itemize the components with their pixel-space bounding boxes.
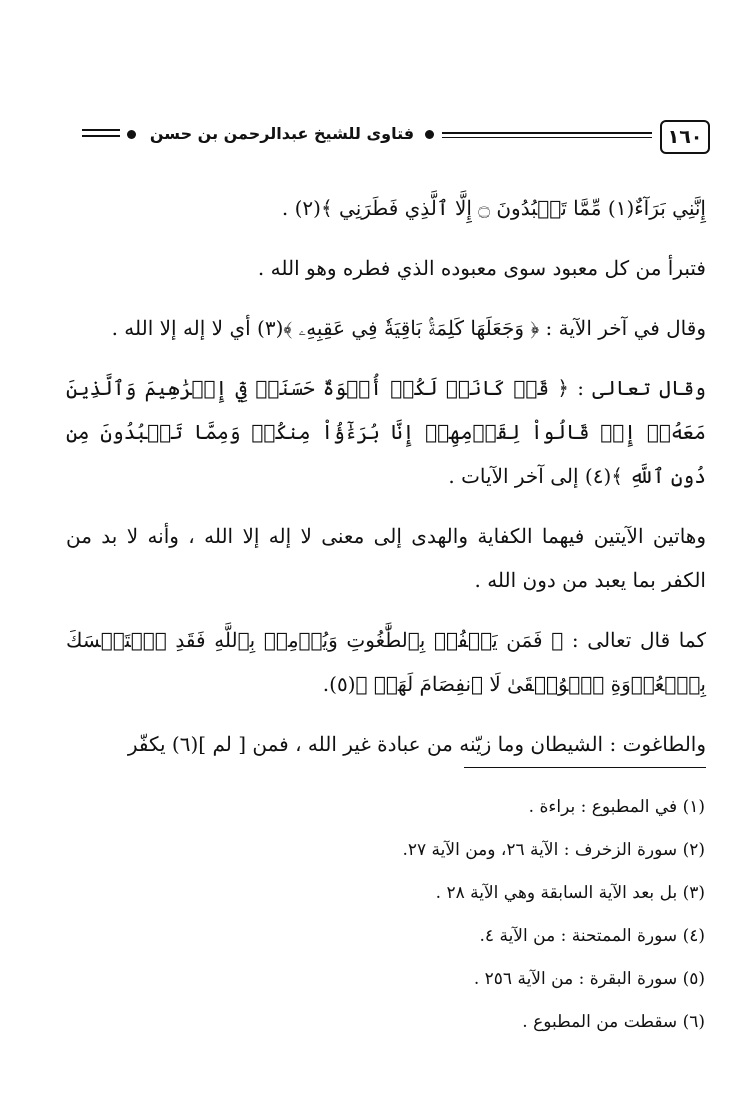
running-header bbox=[60, 118, 710, 158]
header-short-rule bbox=[82, 135, 120, 137]
paragraph: كما قال تعالى : ﴿ فَمَن يَكۡفُرۡ بِٱلطَّٰغُوتِ وَيُؤۡمِنۢ بِٱللَّهِ فَقَدِ ٱسۡتَمۡسَكَ بِٱلۡعُرۡوَةِ ٱلۡوُثۡقَىٰ لَا ٱنفِصَامَ لَهَاۗ ﴾(٥). bbox=[66, 628, 706, 696]
footnote: (٦) سقطت من المطبوع . bbox=[522, 1012, 705, 1032]
paragraph: وقال تعالى : ﴿ قَدۡ كَانَتۡ لَكُمۡ أُسۡوَةٌ حَسَنَةٞ فِيٓ إِبۡرَٰهِيمَ وَٱلَّذِينَ مَعَهُۥٓ إِذۡ قَالُواْ لِقَوۡمِهِمۡ إِنَّا بُرَءَٰٓؤُاْ مِنكُمۡ وَمِمَّا تَعۡبُدُونَ مِن دُونِ ٱللَّهِ ﴾(٤) إلى آخر الآيات . bbox=[66, 376, 706, 488]
paragraph: وقال في آخر الآية : ﴿ وَجَعَلَهَا كَلِمَةَۢ بَاقِيَةٗ فِي عَقِبِهِۦ ﴾(٣) أي لا إله إلا الله . bbox=[111, 316, 706, 340]
book-title: فتاوى للشيخ عبدالرحمن بن حسن bbox=[149, 124, 415, 143]
footnote: (٥) سورة البقرة : من الآية ٢٥٦ . bbox=[473, 969, 705, 989]
paragraph: إِنَّنِي بَرَآءٌ(١) مِّمَّا تَعۡبُدُونَ ۝ إِلَّا ٱلَّذِي فَطَرَنِي ﴾(٢) . bbox=[281, 196, 706, 220]
footnote-separator bbox=[464, 767, 706, 768]
footnote: (١) في المطبوع : براءة . bbox=[528, 797, 705, 817]
paragraph: فتبرأ من كل معبود سوى معبوده الذي فطره وهو الله . bbox=[257, 256, 706, 280]
paragraph: والطاغوت : الشيطان وما زيّنه من عبادة غير الله ، فمن [ لم ](٦) يكفّر bbox=[127, 732, 706, 756]
header-short-rule bbox=[82, 129, 120, 131]
header-dot-icon bbox=[127, 130, 136, 139]
footnote: (٢) سورة الزخرف : الآية ٢٦، ومن الآية ٢٧. bbox=[402, 840, 705, 860]
footnotes bbox=[145, 786, 705, 1044]
header-rule-thin bbox=[442, 137, 652, 138]
header-dot-icon bbox=[425, 130, 434, 139]
footnote: (٣) بل بعد الآية السابقة وهي الآية ٢٨ . bbox=[435, 883, 705, 903]
main-text bbox=[66, 186, 706, 782]
header-rule bbox=[442, 132, 652, 134]
page-number: ١٦٠ bbox=[660, 120, 710, 154]
paragraph: وهاتين الآيتين فيهما الكفاية والهدى إلى معنى لا إله إلا الله ، وأنه لا بد من الكفر بما يعبد من دون الله . bbox=[66, 524, 706, 592]
footnote: (٤) سورة الممتحنة : من الآية ٤. bbox=[479, 926, 705, 946]
